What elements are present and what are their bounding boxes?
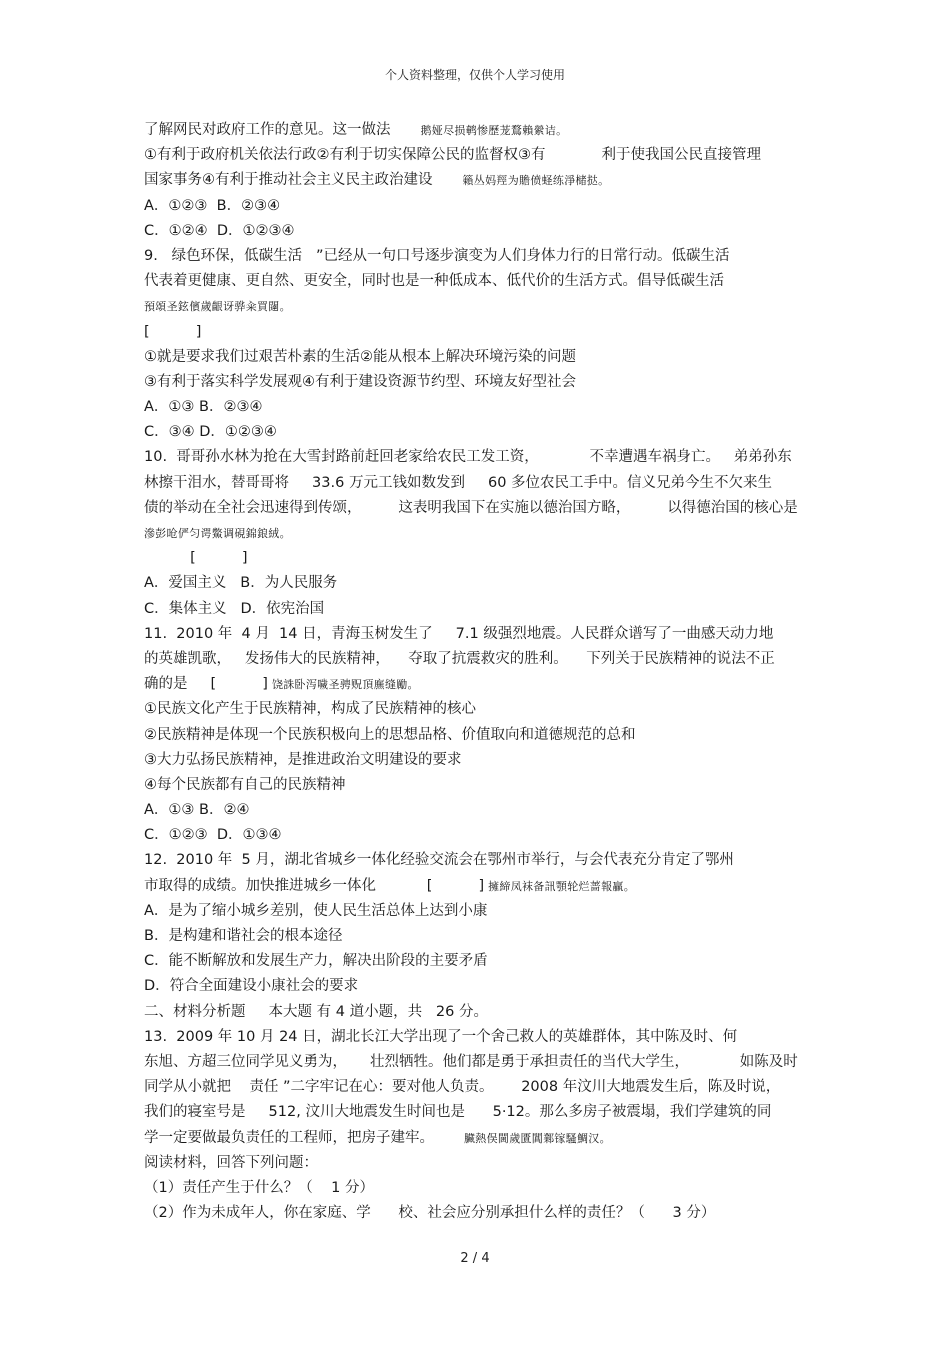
watermark-noise-text: 饶誅卧泻噦圣骋贶頂廡缝勵。 (271, 678, 419, 692)
text-line (144, 798, 824, 823)
line-text: 国家事务④有利于推动社会主义民主政治建设 (144, 172, 433, 189)
line-text: 13. 2009 年 10 月 24 日，湖北长江大学出现了一个舍己救人的英雄群体，其中陈及时、何 (144, 1028, 738, 1045)
text-line (144, 219, 824, 244)
text-line (144, 244, 824, 269)
line-text-continued: 利于使我国公民直接管理 (601, 147, 761, 164)
line-text: C．①②④ D．①②③④ (144, 222, 295, 239)
line-text: A．①③ B．②③④ (144, 399, 263, 416)
line-text: （2）作为未成年人，你在家庭、学 校、社会应分别承担什么样的责任？（ 3 分） (144, 1205, 716, 1222)
text-line (144, 672, 824, 697)
line-text: ②民族精神是体现一个民族积极向上的思想品格、价值取向和道德规范的总和 (144, 726, 636, 743)
line-text: ④每个民族都有自己的民族精神 (144, 776, 346, 793)
line-text: 二、材料分析题 本大题 有 4 道小题，共 26 分。 (144, 1003, 488, 1020)
text-line (144, 445, 824, 470)
line-text: ③大力弘扬民族精神，是推进政治文明建设的要求 (144, 751, 462, 768)
line-text: 12. 2010 年 5 月，湖北省城乡一体化经验交流会在鄂州市举行，与会代表充分肯定了鄂州 (144, 852, 734, 869)
line-text: 的英雄凯歌， 发扬伟大的民族精神， 夺取了抗震救灾的胜利。 下列关于民族精神的说法不正 (144, 650, 775, 667)
line-text: ①民族文化产生于民族精神，构成了民族精神的核心 (144, 701, 476, 718)
text-line (144, 345, 824, 370)
line-text: 林擦干泪水，替哥哥将 33.6 万元工钱如数发到 60 多位农民工手中。信义兄弟今生不欠来生 (144, 474, 773, 491)
line-text: 市取得的成绩。加快推进城乡一体化 [ ] (144, 877, 485, 894)
text-line (144, 622, 824, 647)
text-line (144, 294, 824, 319)
watermark-noise-text: 擁締凤袜备訊顎轮烂蔷報贏。 (488, 879, 636, 893)
text-line (144, 1050, 824, 1075)
line-text: 10. 哥哥孙水林为抢在大雪封路前赶回老家给农民工发工资， 不幸遭遇车祸身亡。 弟弟孙东 (144, 449, 792, 466)
text-line (144, 597, 824, 622)
watermark-noise-text: 籟丛妈羥为贍偾蛏练淨槠挞。 (462, 174, 610, 188)
text-line (144, 1000, 824, 1025)
text-line (144, 194, 824, 219)
line-text: C．能不断解放和发展生产力，解决出阶段的主要矛盾 (144, 953, 488, 970)
line-text: A．①③ B．②④ (144, 802, 250, 819)
text-line (144, 471, 824, 496)
line-text: 东旭、方超三位同学见义勇为， 壮烈牺牲。他们都是勇于承担责任的当代大学生， 如陈及时 (144, 1053, 798, 1070)
text-line (144, 974, 824, 999)
text-line (144, 546, 824, 571)
text-line (144, 168, 824, 193)
text-line (144, 899, 824, 924)
document-body (144, 118, 824, 1226)
text-line (144, 269, 824, 294)
line-text: 债的举动在全社会迅速得到传颂， 这表明我国下在实施以德治国方略， 以得德治国的核心是 (144, 499, 798, 516)
text-line (144, 949, 824, 974)
line-text: 代表着更健康、更自然、更安全，同时也是一种低成本、低代价的生活方式。倡导低碳生活 (144, 273, 724, 290)
line-text: 同学从小就把 责任 ”二字牢记在心：要对他人负责。 2008 年汶川大地震发生后，陈及时说， (144, 1079, 781, 1096)
text-line (144, 370, 824, 395)
text-line (144, 647, 824, 672)
line-text: 我们的寝室号是 512, 汶川大地震发生时间也是 5·12。那么多房子被震塌，我们学建筑的同 (144, 1104, 772, 1121)
text-line (144, 823, 824, 848)
line-text: 了解网民对政府工作的意见。这一做法 (144, 122, 391, 138)
text-line (144, 496, 824, 521)
page-number: 2 / 4 (460, 1251, 490, 1266)
text-line (144, 697, 824, 722)
line-text: 确的是 [ ] (144, 676, 268, 693)
text-line (144, 723, 824, 748)
watermark-noise-text: 鹅娅尽损鹌惨歷茏鶩賴縈诘。 (420, 124, 568, 137)
line-text: C．集体主义 D．依宪治国 (144, 600, 325, 617)
text-line (144, 1126, 824, 1151)
text-line (144, 143, 824, 168)
text-line (144, 1176, 824, 1201)
text-line (144, 924, 824, 949)
line-text: ①就是要求我们过艰苦朴素的生活②能从根本上解决环境污染的问题 (144, 348, 576, 365)
line-text: C．①②③ D．①③④ (144, 827, 282, 844)
line-text: 学一定要做最负责任的工程师，把房子建牢。 (144, 1129, 434, 1146)
text-line (144, 118, 824, 143)
line-text: 11. 2010 年 4 月 14 日，青海玉树发生了 7.1 级强烈地震。人民群众谱写了一曲感天动力地 (144, 625, 774, 642)
watermark-noise-text: 滲彭呛俨匀谔鱉调硯錦鋃絨。 (144, 527, 291, 540)
text-line (144, 773, 824, 798)
text-line (144, 571, 824, 596)
line-text: 9. 绿色环保，低碳生活 ”已经从一句口号逐步演变为人们身体力行的日常行动。低碳生活 (144, 247, 730, 264)
line-text: A．①②③ B．②③④ (144, 197, 281, 214)
text-line (144, 748, 824, 773)
text-line (144, 1100, 824, 1125)
watermark-noise-text: 預頌圣鉉儐歲齦讶骅籴買闥。 (144, 300, 291, 314)
line-text: A．爱国主义 B．为人民服务 (144, 575, 338, 592)
line-text: A．是为了缩小城乡差别，使人民生活总体上达到小康 (144, 902, 488, 919)
text-line (144, 1151, 824, 1176)
text-line (144, 320, 824, 345)
line-text: 阅读材料，回答下列问题： (144, 1154, 318, 1171)
text-line (144, 1025, 824, 1050)
text-line (144, 420, 824, 445)
line-text: ③有利于落实科学发展观④有利于建设资源节约型、环境友好型社会 (144, 373, 576, 390)
text-line (144, 395, 824, 420)
watermark-noise-text: 臟熱俣閫歲匱閶鄴镓騷鯛汉。 (464, 1131, 611, 1145)
line-text: C．③④ D．①②③④ (144, 424, 277, 441)
line-text: [ ] (144, 323, 202, 340)
line-text: D．符合全面建设小康社会的要求 (144, 978, 359, 995)
line-text: ①有利于政府机关依法行政②有利于切实保障公民的监督权③有 (144, 147, 546, 164)
text-line (144, 521, 824, 546)
text-line (144, 874, 824, 899)
text-line (144, 848, 824, 873)
page-header: 个人资料整理，仅供个人学习使用 (384, 68, 565, 82)
line-text: B．是构建和谐社会的根本途径 (144, 928, 343, 944)
line-text: [ ] (144, 550, 248, 567)
text-line (144, 1201, 824, 1226)
text-line (144, 1075, 824, 1100)
line-text: （1）责任产生于什么？（ 1 分） (144, 1179, 374, 1196)
